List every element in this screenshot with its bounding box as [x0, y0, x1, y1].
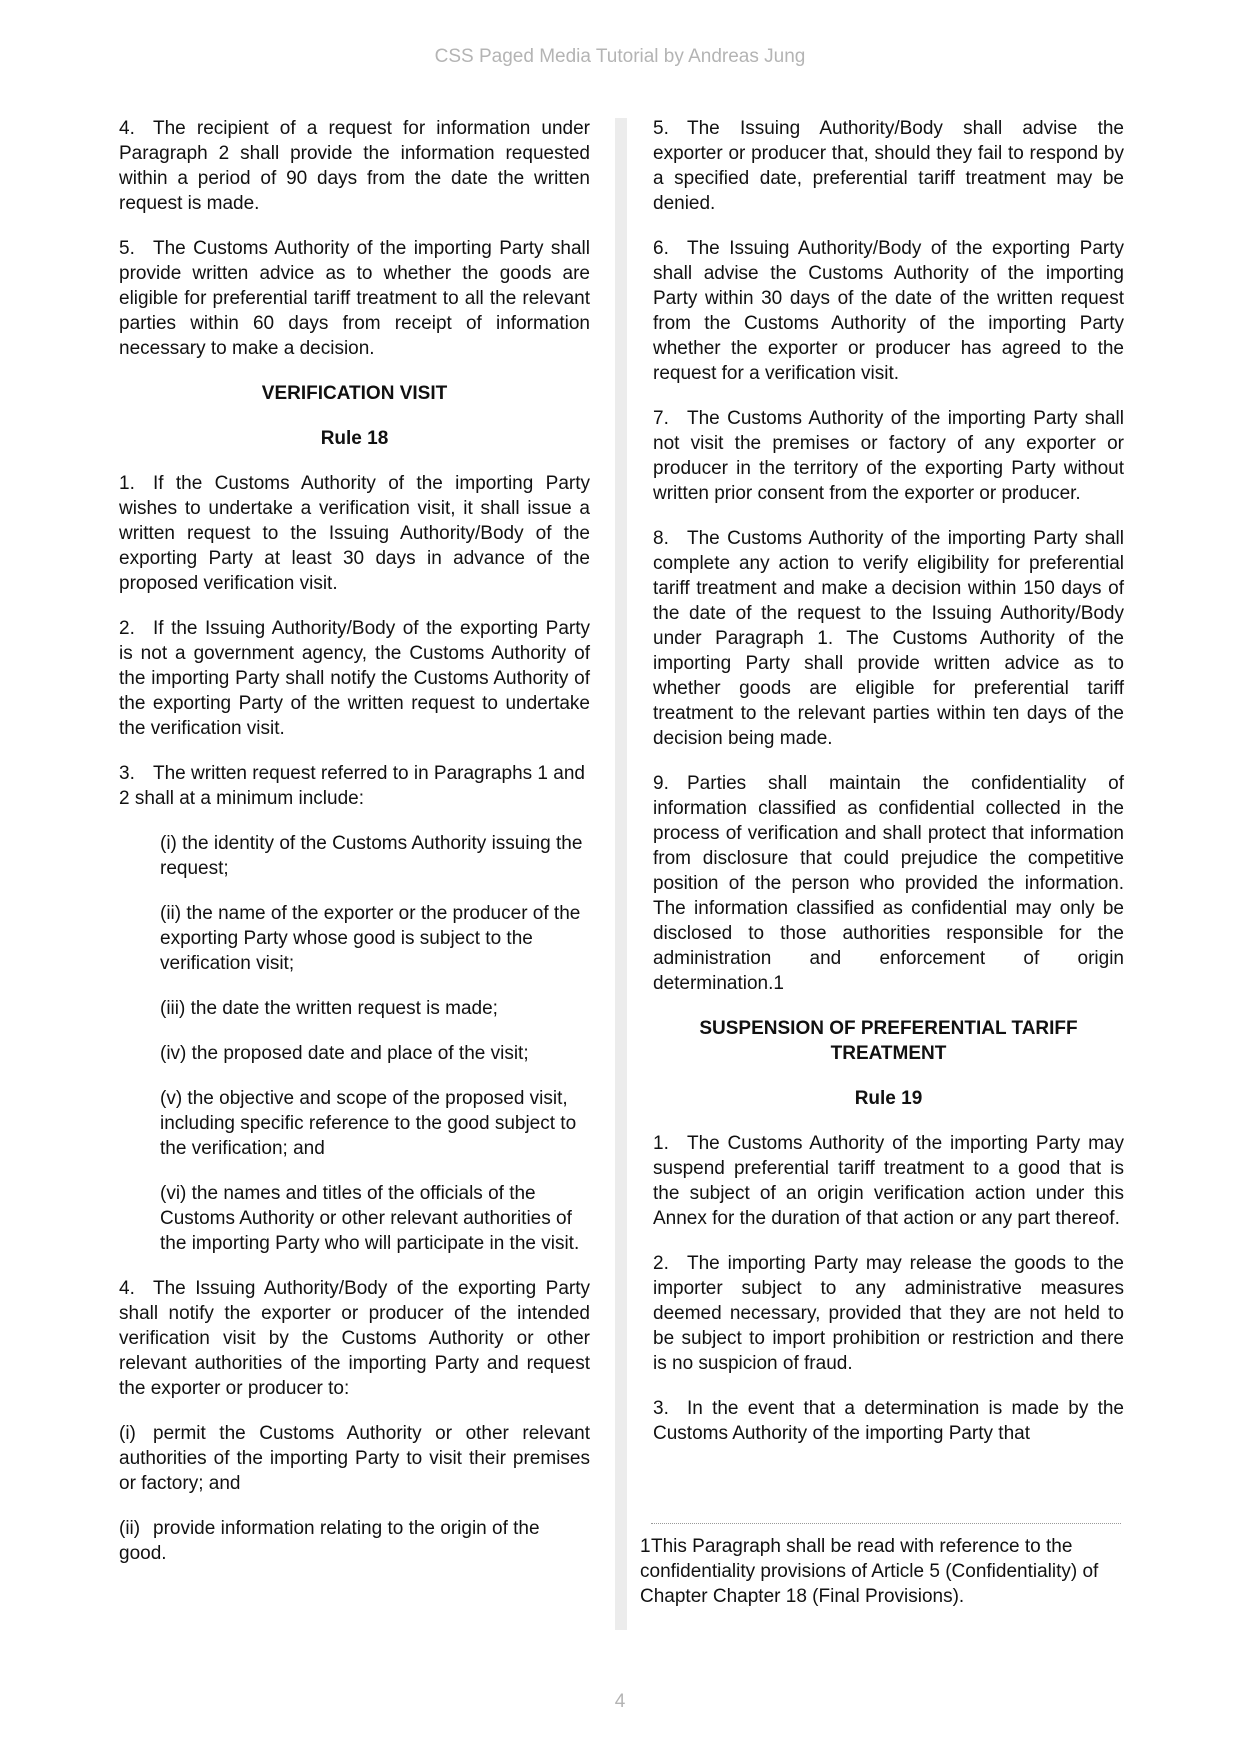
paragraph-number: 2.: [119, 618, 135, 639]
paragraph-text: In the event that a determination is made by the Customs Authority of the importing Party that: [653, 1398, 1124, 1444]
rule-18-paragraph-8: [653, 526, 1124, 751]
right-column: [653, 116, 1124, 1466]
list-item: (i) the identity of the Customs Authority issuing the request;: [160, 833, 583, 879]
page-number: 4: [614, 1691, 626, 1712]
paragraph-text: The importing Party may release the goods to the importer subject to any administrative measures deemed necessary, provided that they are not held to be subject to import prohibition or restriction and there is no suspicion of fraud.: [653, 1253, 1124, 1374]
paragraph-text: The written request referred to in Paragraphs 1 and 2 shall at a minimum include:: [119, 763, 585, 809]
running-header: CSS Paged Media Tutorial by Andreas Jung: [434, 46, 806, 67]
paragraph-number: (i): [119, 1423, 136, 1444]
paragraph-text: permit the Customs Authority or other relevant authorities of the importing Party to visit their premises or factory; and: [119, 1423, 590, 1494]
sub-paragraph-i: [119, 1421, 590, 1496]
rule-18-paragraph-1: [119, 471, 590, 596]
rule-18-paragraph-4: [119, 1276, 590, 1401]
list-item: (v) the objective and scope of the proposed visit, including specific reference to the good subject to the verification; and: [160, 1088, 577, 1159]
paragraph-number: 3.: [119, 763, 135, 784]
rule-18-paragraph-5: [653, 116, 1124, 216]
paragraph-text: The Customs Authority of the importing Party shall not visit the premises or factory of any exporter or producer in the territory of the exporting Party without written prior consent from the exporter or producer.: [653, 408, 1124, 504]
paragraph-text: The Customs Authority of the importing Party shall provide written advice as to whether the goods are eligible for preferential tariff treatment to all the relevant parties within 60 days from receipt of information necessary to make a decision.: [119, 238, 590, 359]
paragraph-text: provide information relating to the origin of the good.: [119, 1518, 540, 1564]
paragraph-5: [119, 236, 590, 361]
paragraph-text: The Issuing Authority/Body of the exporting Party shall notify the exporter or producer of the intended verification visit by the Customs Authority or other relevant authorities of the importing Party and request the exporter or producer to:: [119, 1278, 590, 1399]
footnote-text: This Paragraph shall be read with reference to the confidentiality provisions of Article 5 (Confidentiality) of Chapter Chapter 18 (Final Provisions).: [640, 1536, 1099, 1607]
paragraph-text: The Customs Authority of the importing Party may suspend preferential tariff treatment to a good that is the subject of an origin verification action under this Annex for the duration of that action or any part thereof.: [653, 1133, 1124, 1229]
paragraph-text: The Customs Authority of the importing Party shall complete any action to verify eligibility for preferential tariff treatment and make a decision within 150 days of the date of the request to the Issuing Authority/Body under Paragraph 1. The Customs Authority of the importing Party shall provide written advice as to whether goods are eligible for preferential tariff treatment to the relevant parties within ten days of the decision being made.: [653, 528, 1124, 749]
paragraph-number: 1.: [653, 1133, 669, 1154]
paragraph-text: If the Issuing Authority/Body of the exporting Party is not a government agency, the Customs Authority of the importing Party shall notify the Customs Authority of the exporting Party of the written request to undertake the verification visit.: [119, 618, 590, 739]
rule-18-paragraph-3: [119, 761, 590, 811]
list-item: (vi) the names and titles of the officials of the Customs Authority or other relevant authorities of the importing Party who will participate in the visit.: [160, 1183, 580, 1254]
list-item: (iv) the proposed date and place of the visit;: [160, 1043, 529, 1064]
paragraph-number: 1.: [119, 473, 135, 494]
rule-18-paragraph-2: [119, 616, 590, 741]
list-item: (iii) the date the written request is made;: [160, 998, 498, 1019]
paragraph-number: 4.: [119, 1278, 135, 1299]
rule-19-paragraph-3: [653, 1396, 1124, 1446]
paragraph-number: 4.: [119, 118, 135, 139]
footnote: [640, 1534, 1124, 1609]
paragraph-number: (ii): [119, 1518, 141, 1539]
left-column: [119, 116, 590, 1586]
rule-18-paragraph-9: [653, 771, 1124, 996]
paragraph-number: 2.: [653, 1253, 669, 1274]
paragraph-number: 3.: [653, 1398, 669, 1419]
paragraph-4: [119, 116, 590, 216]
sub-paragraph-ii: [119, 1516, 590, 1566]
rule-19-paragraph-1: [653, 1131, 1124, 1231]
footnote-number: 1: [640, 1536, 651, 1557]
paragraph-text: The Issuing Authority/Body shall advise the exporter or producer that, should they fail to respond by a specified date, preferential tariff treatment may be denied.: [653, 118, 1124, 214]
paragraph-text: Parties shall maintain the confidentiality of information classified as confidential collected in the process of verification and shall protect that information from disclosure that could prejudice the competitive position of the person who provided the information. The information classified as confidential may only be disclosed to those authorities responsible for the administration and enforcement of origin determination.1: [653, 773, 1124, 994]
section-heading-verification-visit: VERIFICATION VISIT: [261, 383, 448, 404]
paragraph-number: 5.: [119, 238, 135, 259]
paragraph-number: 8.: [653, 528, 669, 549]
paragraph-number: 6.: [653, 238, 669, 259]
rule-18-paragraph-7: [653, 406, 1124, 506]
section-heading-suspension: SUSPENSION OF PREFERENTIAL TARIFF TREATMENT: [699, 1018, 1078, 1064]
paragraph-text: The Issuing Authority/Body of the exporting Party shall advise the Customs Authority of the importing Party within 30 days of the date of the written request from the Customs Authority of the importing Party whether the exporter or producer has agreed to the request for a verification visit.: [653, 238, 1124, 384]
paragraph-number: 7.: [653, 408, 669, 429]
list-item: (ii) the name of the exporter or the producer of the exporting Party whose good is subject to the verification visit;: [160, 903, 581, 974]
paragraph-text: The recipient of a request for information under Paragraph 2 shall provide the information requested within a period of 90 days from the date the written request is made.: [119, 118, 590, 214]
column-rule: [615, 118, 627, 1630]
rule-heading-19: Rule 19: [854, 1088, 923, 1109]
paragraph-text: If the Customs Authority of the importing Party wishes to undertake a verification visit, it shall issue a written request to the Issuing Authority/Body of the exporting Party at least 30 days in advance of the proposed verification visit.: [119, 473, 590, 594]
rule-19-paragraph-2: [653, 1251, 1124, 1376]
paragraph-number: 5.: [653, 118, 669, 139]
footnote-separator: [651, 1523, 1121, 1524]
rule-18-paragraph-6: [653, 236, 1124, 386]
paragraph-number: 9.: [653, 773, 669, 794]
rule-heading-18: Rule 18: [320, 428, 389, 449]
